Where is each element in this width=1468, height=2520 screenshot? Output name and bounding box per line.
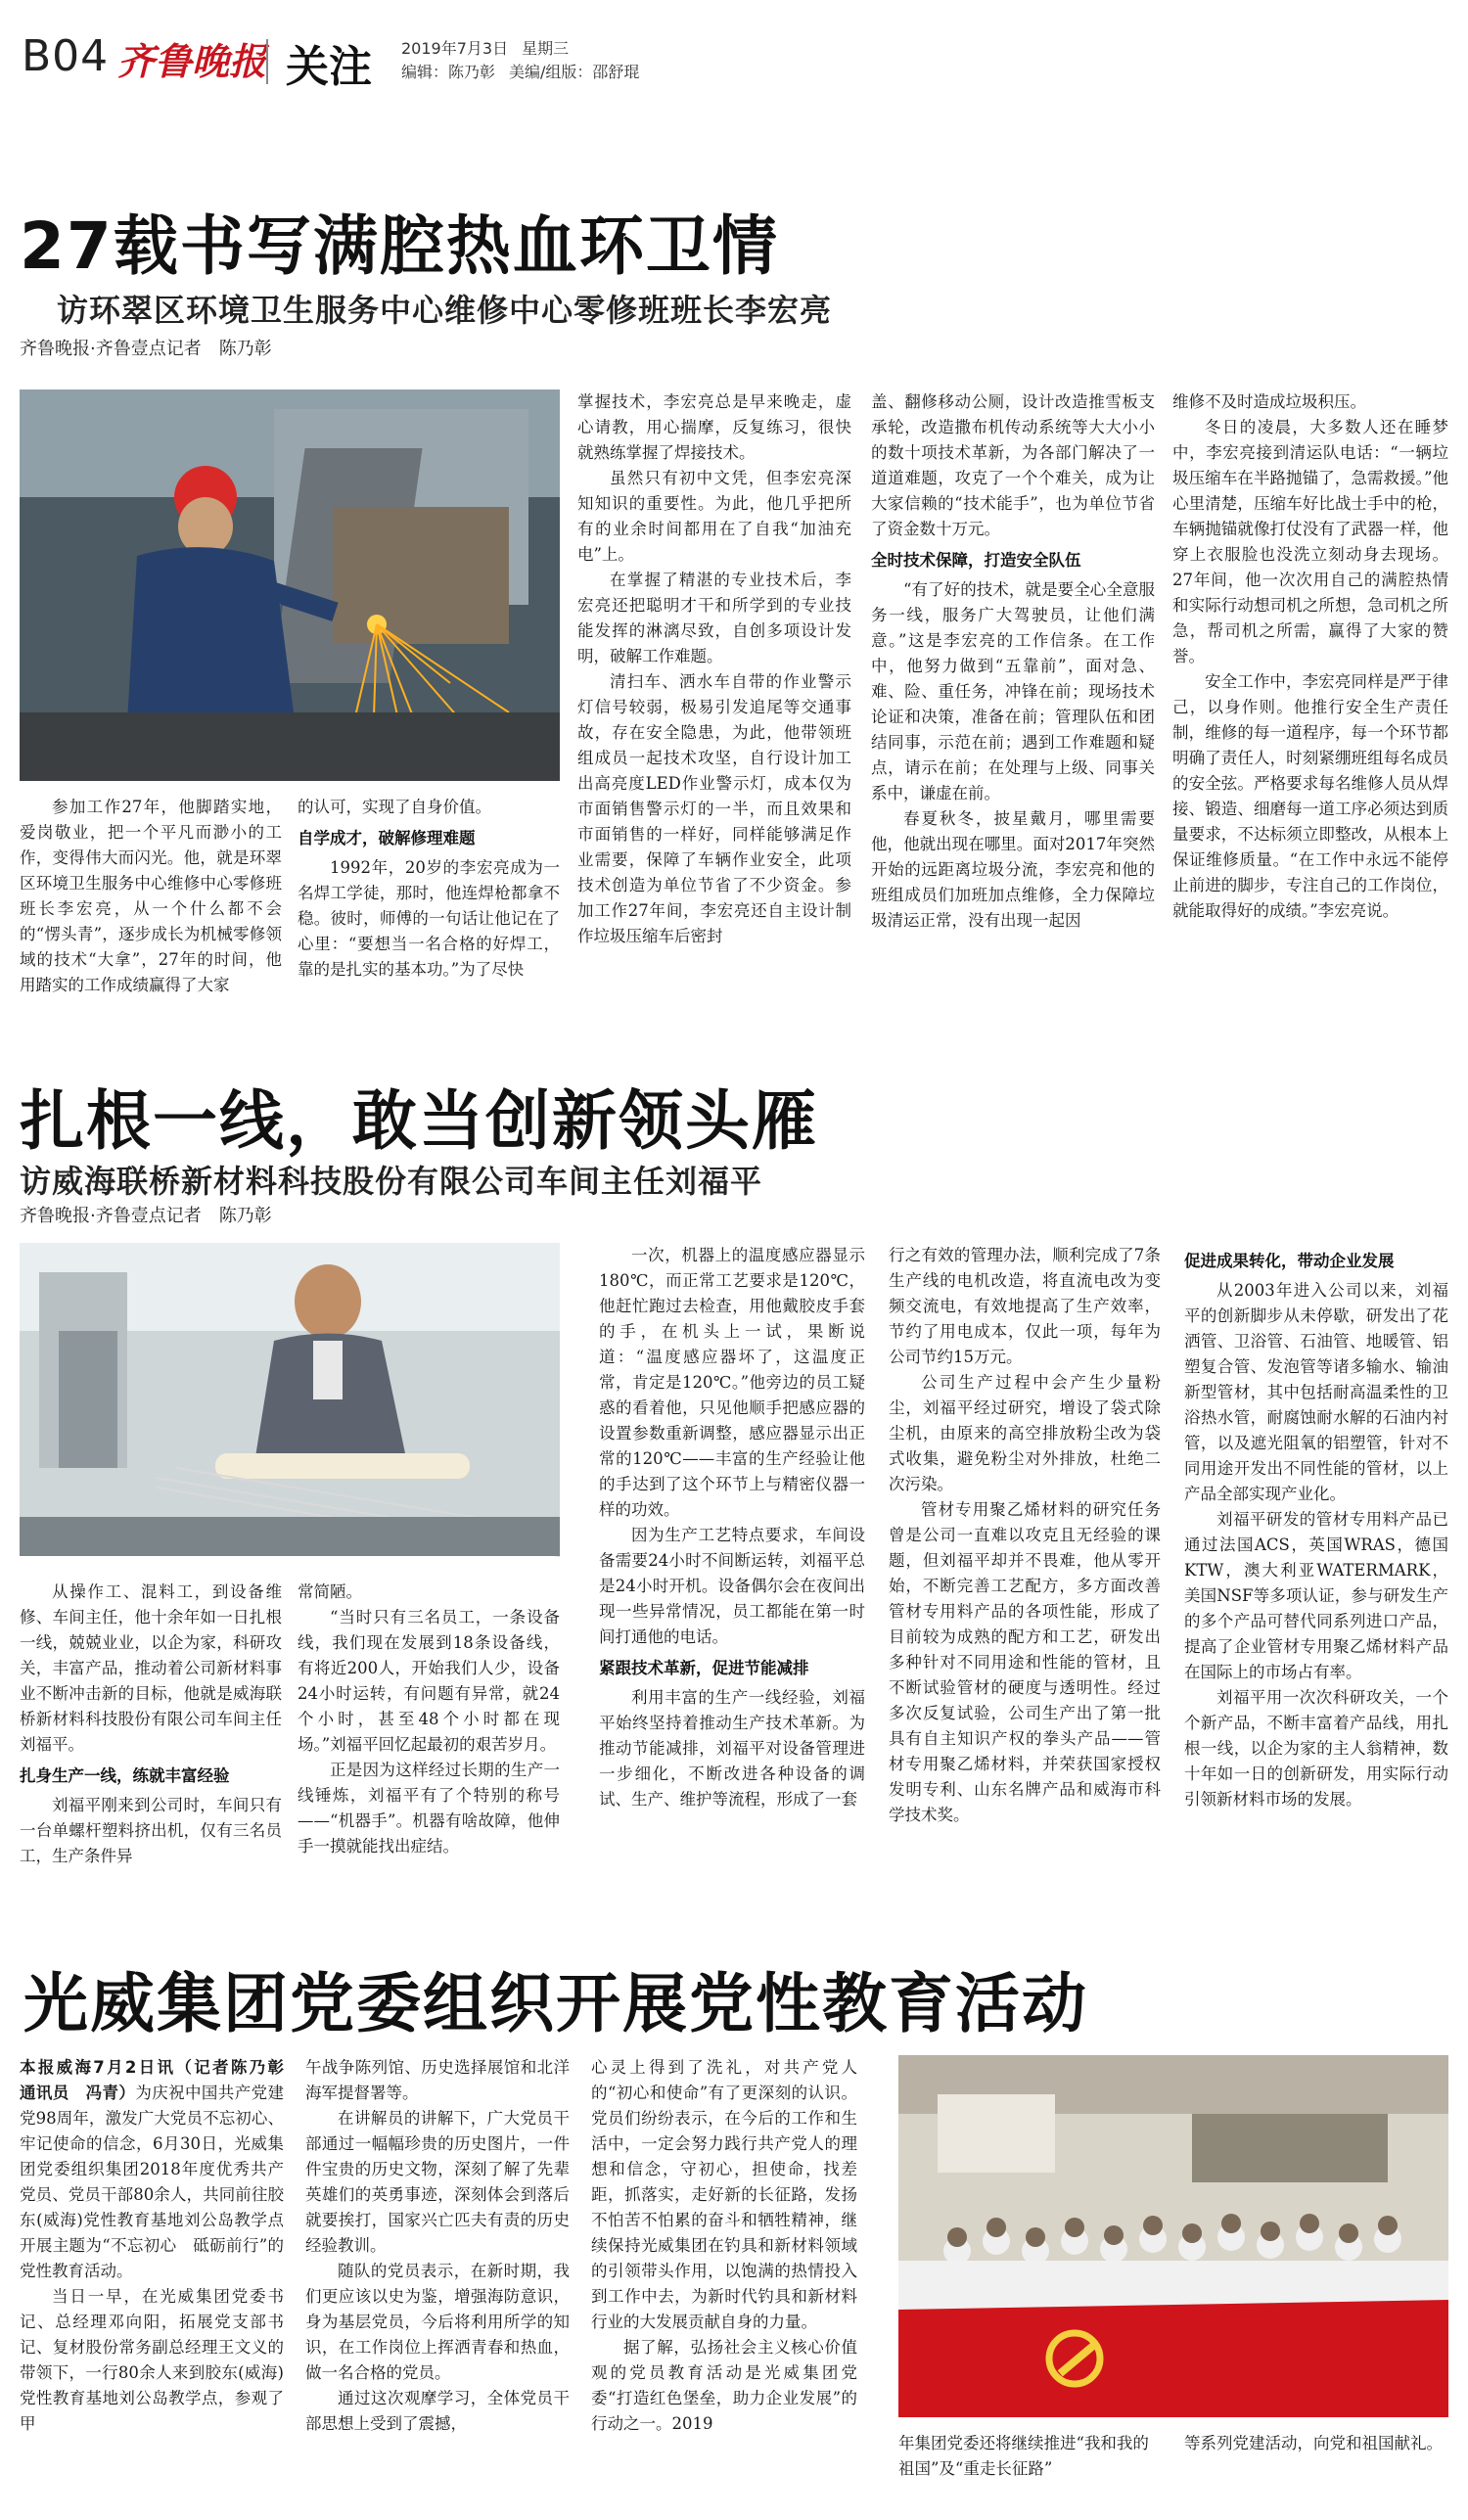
article3-column-1 <box>20 2055 300 2510</box>
paragraph: 午战争陈列馆、历史选择展馆和北洋海军提督署等。 <box>305 2058 570 2102</box>
subheading: 促进成果转化，带动企业发展 <box>1184 1252 1395 1270</box>
page-code: B04 <box>22 31 110 81</box>
subheading: 扎身生产一线，练就丰富经验 <box>20 1766 230 1785</box>
article3-column-2 <box>305 2055 570 2510</box>
paragraph: 在掌握了精湛的专业技术后，李宏亮还把聪明才干和所学到的专业技能发挥的淋漓尽致，自创多项设计发明，破解工作难题。 <box>577 571 851 665</box>
paragraph: 盖、翻修移动公厕，设计改造推雪板支承轮，改造撒布机传动系统等大大小小的数十项技术革新，为各部门解决了一道道难题，攻克了一个个难关，成为让大家信赖的“技术能手”，也为单位节省了资金数十万元。 <box>871 392 1155 538</box>
article2-column-1 <box>20 1580 282 1928</box>
paragraph: 掌握技术，李宏亮总是早来晚走，虚心请教，用心揣摩，反复练习，很快就熟练掌握了焊接技术。 <box>577 392 851 462</box>
article1-column-5 <box>1172 389 1448 1051</box>
paragraph: 春夏秋冬，披星戴月，哪里需要他，他就出现在哪里。面对2017年突然开始的远距离垃圾分流，李宏亮和他的班组成员们加班加点维修，全力保障垃圾清运正常，没有出现一起因 <box>871 809 1155 930</box>
editor-credit: 编辑：陈乃彰 <box>401 63 496 81</box>
paragraph: 年集团党委还将继续推进“我和我的祖国”及“重走长征路” <box>898 2434 1149 2478</box>
paragraph: 管材专用聚乙烯材料的研究任务曾是公司一直难以攻克且无经验的课题，但刘福平却并不畏难，他从零开始，不断完善工艺配方，多方面改善管材专用料产品的各项性能，形成了目前较为成熟的配方和工艺，研发出多种针对不同用途和性能的管材，且不断试验管材的硬度与透明性。经过多次反复试验，公司生产出了第一批具有自主知识产权的拳头产品——管材专用聚乙烯材料，并荣获国家授权发明专利、山东名牌产品和威海市科学技术奖。 <box>889 1500 1161 1824</box>
paragraph: 公司生产过程中会产生少量粉尘，刘福平经过研究，增设了袋式除尘机，由原来的高空排放粉尘改为袋式收集，避免粉尘对外排放，杜绝二次污染。 <box>889 1373 1161 1493</box>
paragraph: 当日一早，在光威集团党委书记、总经理邓向阳，拓展党支部书记、复材股份常务副总经理王文义的带领下，一行80余人来到胶东(威海)党性教育基地刘公岛教学点，参观了甲 <box>20 2287 284 2433</box>
article1-column-4 <box>871 389 1155 1051</box>
lead-paragraph: 为庆祝中国共产党建党98周年，激发广大党员不忘初心、牢记使命的信念，6月30日，光威集团党委组织集团2018年度优秀共产党员、党员干部80余人，共同前往胶东(威海)党性教育基地刘公岛教学点开展主题为“不忘初心 砥砺前行”的党性教育活动。 <box>20 2084 285 2280</box>
paragraph: 冬日的凌晨，大多数人还在睡梦中，李宏亮接到清运队电话：“一辆垃圾压缩车在半路抛锚了，急需救援。”他心里清楚，压缩车好比战士手中的枪，车辆抛锚就像打仗没有了武器一样，他穿上衣服脸也没洗立刻动身去现场。27年间，他一次次用自己的满腔热情和实际行动想司机之所想，急司机之所急，帮司机之所需，赢得了大家的赞誉。 <box>1172 418 1448 665</box>
newspaper-logo: 齐鲁晚报 <box>117 39 267 83</box>
paragraph: 正是因为这样经过长期的生产一线锤炼，刘福平有了个特别的称号——“机器手”。机器有啥故障，他伸手一摸就能找出症结。 <box>298 1761 560 1856</box>
masthead-meta <box>401 37 653 84</box>
paragraph: 利用丰富的生产一线经验，刘福平始终坚持着推动生产技术革新。为推动节能减排，刘福平对设备管理进一步细化，不断改进各种设备的调试、生产、维护等流程，形成了一套 <box>599 1688 865 1809</box>
paragraph: 一次，机器上的温度感应器显示180℃，而正常工艺要求是120℃，他赶忙跑过去检查，用他戴胶皮手套的手，在机头上一试，果断说道：“温度感应器坏了，这温度正常，肯定是120℃。”他旁边的员工疑惑的看着他，只见他顺手把感应器的设置参数重新调整，感应器显示出正常的120℃——丰富的生产经验让他的手达到了这个环节上与精密仪器一样的功效。 <box>599 1246 865 1519</box>
paragraph: 维修不及时造成垃圾积压。 <box>1172 392 1366 411</box>
subheading: 全时技术保障，打造安全队伍 <box>871 551 1081 570</box>
article1-byline: 齐鲁晚报·齐鲁壹点记者 陈乃彰 <box>20 339 272 359</box>
dateline: 本报威海7月2日讯（记者陈乃彰 通讯员 冯青） <box>20 2058 300 2102</box>
masthead-divider <box>266 39 268 84</box>
paragraph: 从操作工、混料工，到设备维修、车间主任，他十余年如一日扎根一线，兢兢业业，以企为家，科研攻关，丰富产品，推动着公司新材料事业不断冲击新的目标，他就是威海联桥新材料科技股份有限公司车间主任刘福平。 <box>20 1582 282 1754</box>
paragraph: 在讲解员的讲解下，广大党员干部通过一幅幅珍贵的历史图片，一件件宝贵的历史文物，深刻了解了先辈英雄们的英勇事迹，深刻体会到落后就要挨打，国家兴亡匹夫有责的历史经验教训。 <box>305 2109 570 2255</box>
subheading: 紧跟技术革新，促进节能减排 <box>599 1659 809 1677</box>
article3-column-4 <box>898 2431 1165 2482</box>
paragraph: 随队的党员表示，在新时期，我们更应该以史为鉴，增强海防意识，身为基层党员，今后将利用所学的知识，在工作岗位上挥洒青春和热血，做一名合格的党员。 <box>305 2262 570 2382</box>
article1-subheadline: 访环翠区环境卫生服务中心维修中心零修班班长李宏亮 <box>57 292 833 329</box>
article2-photo <box>20 1243 560 1556</box>
paragraph: 1992年，20岁的李宏亮成为一名焊工学徒，那时，他连焊枪都拿不稳。彼时，师傅的一句话让他记在了心里：“要想当一名合格的好焊工，靠的是扎实的基本功。”为了尽快 <box>298 858 560 979</box>
paragraph <box>20 2055 300 2284</box>
article2-byline: 齐鲁晚报·齐鲁壹点记者 陈乃彰 <box>20 1206 272 1226</box>
article2-column-3 <box>599 1243 865 1932</box>
paragraph: 的认可，实现了自身价值。 <box>298 798 491 816</box>
article2-column-5 <box>1184 1243 1448 1932</box>
subheading: 自学成才，破解修理难题 <box>298 829 476 848</box>
article2-headline: 扎根一线，敢当创新领头雁 <box>20 1083 818 1159</box>
article3-photo <box>898 2055 1448 2417</box>
article2-column-4 <box>889 1243 1161 1932</box>
article1-column-3 <box>577 389 851 1051</box>
paragraph: “当时只有三名员工，一条设备线，我们现在发展到18条设备线，有将近200人，开始我们人少，设备24小时运转，有问题有异常，就24个小时，甚至48个小时都在现场。”刘福平回忆起最初的艰苦岁月。 <box>298 1608 560 1754</box>
paragraph: 常简陋。 <box>298 1582 362 1601</box>
paragraph: 行之有效的管理办法，顺利完成了7条生产线的电机改造，将直流电改为变频交流电，有效地提高了生产效率，节约了用电成本，仅此一项，每年为公司节约15万元。 <box>889 1246 1161 1366</box>
article1-column-1 <box>20 795 282 1049</box>
article1-photo <box>20 389 560 781</box>
issue-weekday: 星期三 <box>522 39 570 58</box>
issue-date: 2019年7月3日 <box>401 39 509 58</box>
paragraph: 从2003年进入公司以来，刘福平的创新脚步从未停歇，研发出了花洒管、卫浴管、石油管、地暖管、铝塑复合管、发泡管等诸多输水、输油新型管材，其中包括耐高温柔性的卫浴热水管，耐腐蚀耐水解的石油内衬管，以及遮光阻氧的铝塑管，针对不同用途开发出不同性能的管材，以上产品全部实现产业化。 <box>1184 1281 1448 1503</box>
paragraph: 刘福平刚来到公司时，车间只有一台单螺杆塑料挤出机，仅有三名员工，生产条件异 <box>20 1796 282 1865</box>
article3-column-3 <box>591 2055 857 2510</box>
article1-column-2 <box>298 795 560 1049</box>
article2-subheadline: 访威海联桥新材料科技股份有限公司车间主任刘福平 <box>20 1163 763 1200</box>
paragraph: 据了解，弘扬社会主义核心价值观的党员教育活动是光威集团党委“打造红色堡垒，助力企业发展”的行动之一。2019 <box>591 2338 857 2433</box>
paragraph: 心灵上得到了洗礼，对共产党人的“初心和使命”有了更深刻的认识。党员们纷纷表示，在今后的工作和生活中，一定会努力践行共产党人的理想和信念，守初心，担使命，找差距，抓落实，走好新的长征路，发扬不怕苦不怕累的奋斗和牺牲精神，继续保持光威集团在钓具和新材料领域的引领带头作用，以饱满的热情投入到工作中去，为新时代钓具和新材料行业的大发展贡献自身的力量。 <box>591 2058 857 2331</box>
paragraph: 参加工作27年，他脚踏实地，爱岗敬业，把一个平凡而渺小的工作，变得伟大而闪光。他，就是环翠区环境卫生服务中心维修中心零修班班长李宏亮，从一个什么都不会的“愣头青”，逐步成长为机械零修领域的技术“大拿”，27年的时间，他用踏实的工作成绩赢得了大家 <box>20 798 282 994</box>
article3-headline: 光威集团党委组织开展党性教育活动 <box>23 1966 1088 2041</box>
paragraph: 等系列党建活动，向党和祖国献礼。 <box>1184 2434 1443 2452</box>
paragraph: “有了好的技术，就是要全心全意服务一线，服务广大驾驶员，让他们满意。”这是李宏亮的工作信条。在工作中，他努力做到“五靠前”，面对急、难、险、重任务，冲锋在前；现场技术论证和决策，准备在前；管理队伍和团结同事，示范在前；遇到工作难题和疑点，请示在前；在处理与上级、同事关系中，谦虚在前。 <box>871 580 1155 802</box>
paragraph: 刘福平研发的管材专用料产品已通过法国ACS，英国WRAS，德国KTW，澳大利亚WATERMARK，美国NSF等多项认证，参与研发生产的多个产品可替代同系列进口产品，提高了企业管材专用聚乙烯材料产品在国际上的市场占有率。 <box>1184 1510 1448 1681</box>
paragraph: 清扫车、洒水车自带的作业警示灯信号较弱，极易引发追尾等交通事故，存在安全隐患，为此，他带领班组成员一起技术攻坚，自行设计加工出高亮度LED作业警示灯，成本仅为市面销售警示灯的一半，而且效果和市面销售的一样好，同样能够满足作业需要，保障了车辆作业安全，此项技术创造为单位节省了不少资金。参加工作27年间，李宏亮还自主设计制作垃圾压缩车后密封 <box>577 672 851 945</box>
designer-credit: 美编/组版：邵舒琨 <box>509 63 640 81</box>
section-title: 关注 <box>286 42 372 92</box>
article3-column-5 <box>1184 2431 1448 2456</box>
paragraph: 通过这次观摩学习，全体党员干部思想上受到了震撼， <box>305 2389 570 2433</box>
article1-headline: 27载书写满腔热血环卫情 <box>20 208 779 284</box>
paragraph: 虽然只有初中文凭，但李宏亮深知知识的重要性。为此，他几乎把所有的业余时间都用在了自我“加油充电”上。 <box>577 469 851 564</box>
paragraph: 刘福平用一次次科研攻关，一个个新产品，不断丰富着产品线，用扎根一线，以企为家的主人翁精神，数十年如一日的创新研发，用实际行动引领新材料市场的发展。 <box>1184 1688 1448 1809</box>
article2-column-2 <box>298 1580 560 1928</box>
paragraph: 安全工作中，李宏亮同样是严于律己，以身作则。他推行安全生产责任制，维修的每一道程序，每一个环节都明确了责任人，时刻紧绷班组每名成员的安全弦。严格要求每名维修人员从焊接、锻造、细磨每一道工序必须达到质量要求，不达标须立即整改，从根本上保证维修质量。“在工作中永远不能停止前进的脚步，专注自己的工作岗位，就能取得好的成绩。”李宏亮说。 <box>1172 672 1448 920</box>
paragraph: 因为生产工艺特点要求，车间设备需要24小时不间断运转，刘福平总是24小时开机。设备偶尔会在夜间出现一些异常情况，员工都能在第一时间打通他的电话。 <box>599 1526 865 1646</box>
